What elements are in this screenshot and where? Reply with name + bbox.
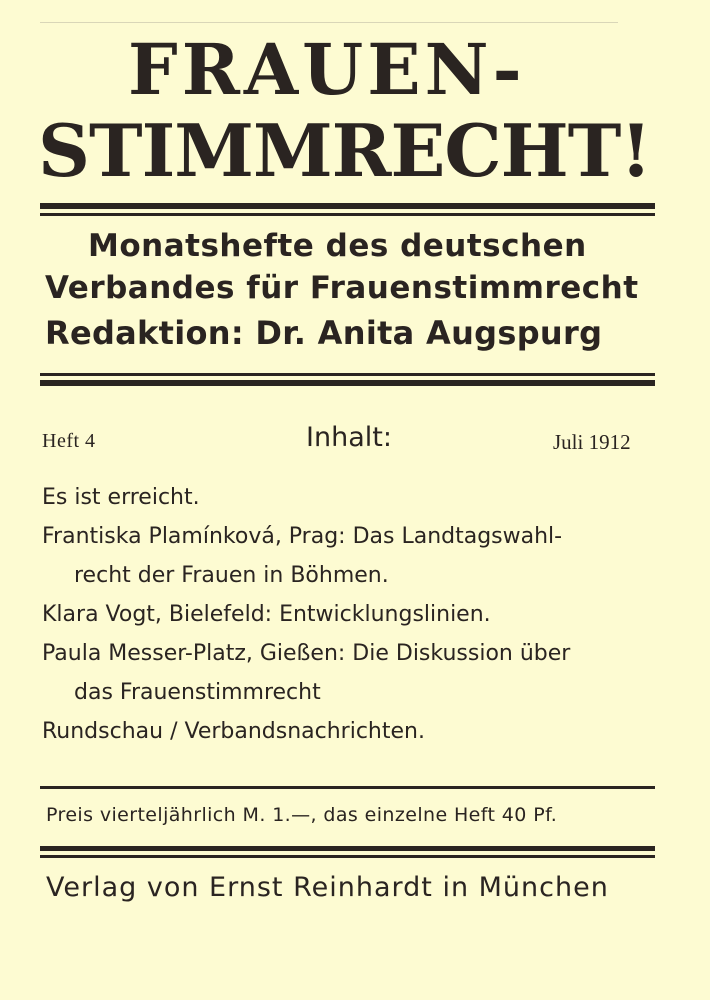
masthead-line-2: STIMMRECHT! bbox=[38, 108, 651, 193]
subtitle-line-1: Monatshefte des deutschen bbox=[88, 228, 587, 264]
toc-item: Klara Vogt, Bielefeld: Entwicklungslinien. bbox=[42, 602, 491, 627]
toc-item: Es ist erreicht. bbox=[42, 485, 200, 510]
toc-item: Paula Messer-Platz, Gießen: Die Diskussion über bbox=[42, 641, 571, 666]
top-hairline bbox=[40, 22, 618, 23]
toc-item: Frantiska Plamínková, Prag: Das Landtagswahl- bbox=[42, 524, 563, 549]
masthead-divider bbox=[40, 203, 655, 216]
price-top-rule bbox=[40, 786, 655, 789]
masthead-line-1: FRAUEN- bbox=[128, 28, 526, 111]
toc-item-continuation: recht der Frauen in Böhmen. bbox=[74, 563, 389, 588]
publisher-line: Verlag von Ernst Reinhardt in München bbox=[46, 872, 609, 903]
toc-item-continuation: das Frauenstimmrecht bbox=[74, 680, 321, 705]
subtitle-divider bbox=[40, 373, 655, 386]
publisher-divider bbox=[40, 846, 655, 858]
contents-heading: Inhalt: bbox=[306, 422, 392, 453]
issue-date: Juli 1912 bbox=[553, 430, 631, 454]
table-of-contents bbox=[42, 478, 672, 751]
issue-number: Heft 4 bbox=[42, 430, 96, 452]
price-line: Preis vierteljährlich M. 1.—, das einzelne Heft 40 Pf. bbox=[46, 804, 558, 826]
toc-item: Rundschau / Verbandsnachrichten. bbox=[42, 719, 425, 744]
subtitle-editor: Redaktion: Dr. Anita Augspurg bbox=[45, 314, 603, 352]
subtitle-line-2: Verbandes für Frauenstimmrecht bbox=[45, 270, 639, 306]
